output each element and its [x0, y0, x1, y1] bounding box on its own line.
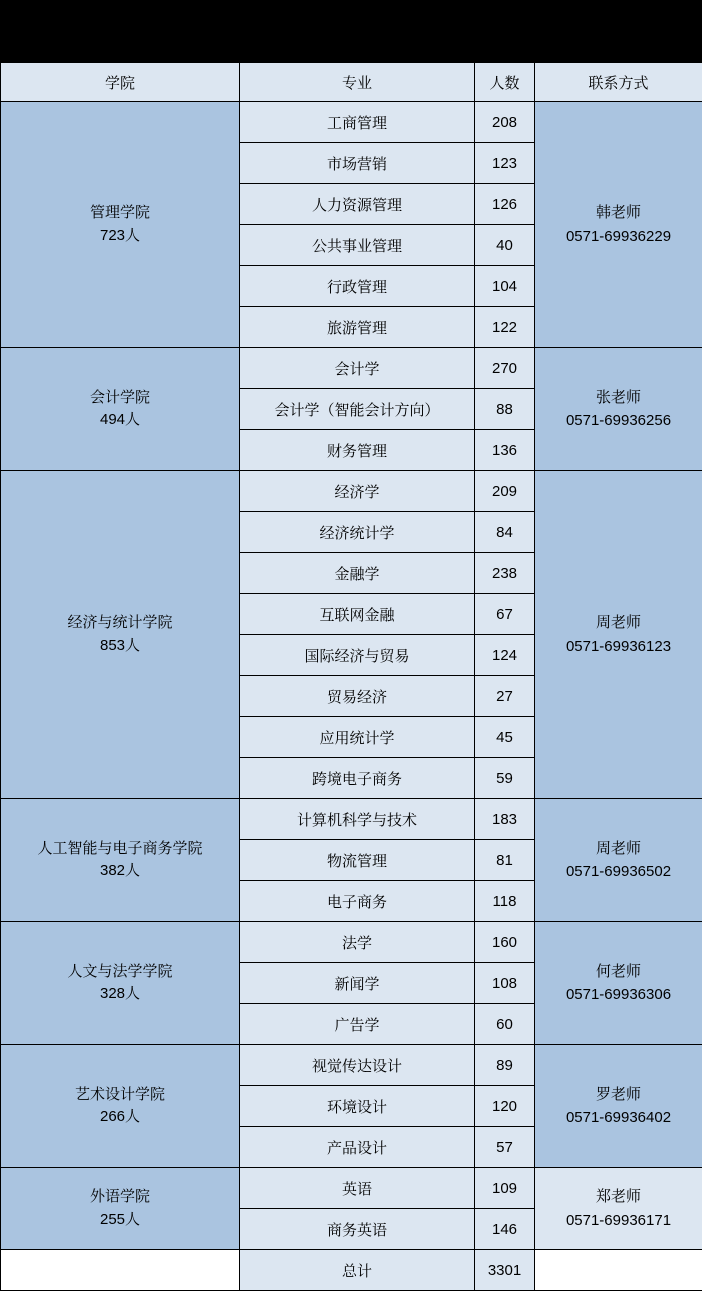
major-cell: 市场营销 — [240, 143, 475, 184]
college-name: 会计学院 — [1, 387, 239, 410]
contact-cell — [535, 1045, 702, 1168]
contact-phone: 0571-69936229 — [535, 225, 702, 248]
college-total-count: 328人 — [1, 983, 239, 1006]
count-cell: 40 — [475, 225, 535, 266]
count-cell: 146 — [475, 1209, 535, 1250]
major-cell: 公共事业管理 — [240, 225, 475, 266]
college-total-count: 255人 — [1, 1209, 239, 1232]
count-cell: 208 — [475, 102, 535, 143]
table-row — [1, 471, 702, 512]
college-name: 管理学院 — [1, 202, 239, 225]
major-cell: 视觉传达设计 — [240, 1045, 475, 1086]
count-cell: 270 — [475, 348, 535, 389]
count-cell: 88 — [475, 389, 535, 430]
count-cell: 183 — [475, 799, 535, 840]
major-cell: 应用统计学 — [240, 717, 475, 758]
count-cell: 104 — [475, 266, 535, 307]
contact-cell — [535, 471, 702, 799]
contact-phone: 0571-69936171 — [535, 1209, 702, 1232]
total-row-blank-left — [1, 1250, 240, 1291]
count-cell: 118 — [475, 881, 535, 922]
header-contact: 联系方式 — [535, 63, 702, 102]
table-header — [1, 63, 702, 102]
total-count: 3301 — [475, 1250, 535, 1291]
contact-cell — [535, 922, 702, 1045]
college-cell — [1, 348, 240, 471]
college-cell — [1, 102, 240, 348]
contact-name: 何老师 — [535, 960, 702, 983]
count-cell: 124 — [475, 635, 535, 676]
college-cell — [1, 922, 240, 1045]
table-header-row — [1, 63, 702, 102]
header-college: 学院 — [1, 63, 240, 102]
table-row — [1, 102, 702, 143]
contact-name: 罗老师 — [535, 1083, 702, 1106]
contact-cell — [535, 799, 702, 922]
major-cell: 法学 — [240, 922, 475, 963]
college-cell — [1, 1168, 240, 1250]
major-cell: 跨境电子商务 — [240, 758, 475, 799]
major-cell: 计算机科学与技术 — [240, 799, 475, 840]
college-total-count: 853人 — [1, 635, 239, 658]
major-cell: 电子商务 — [240, 881, 475, 922]
major-cell: 环境设计 — [240, 1086, 475, 1127]
count-cell: 108 — [475, 963, 535, 1004]
count-cell: 59 — [475, 758, 535, 799]
count-cell: 209 — [475, 471, 535, 512]
contact-cell — [535, 1168, 702, 1250]
college-cell — [1, 799, 240, 922]
count-cell: 89 — [475, 1045, 535, 1086]
college-name: 人文与法学学院 — [1, 961, 239, 984]
contact-phone: 0571-69936123 — [535, 635, 702, 658]
college-total-count: 494人 — [1, 409, 239, 432]
contact-phone: 0571-69936256 — [535, 409, 702, 432]
major-cell: 贸易经济 — [240, 676, 475, 717]
contact-cell — [535, 348, 702, 471]
enrollment-table — [0, 62, 702, 1291]
contact-name: 张老师 — [535, 386, 702, 409]
college-cell — [1, 1045, 240, 1168]
count-cell: 123 — [475, 143, 535, 184]
total-row — [1, 1250, 702, 1291]
major-cell: 互联网金融 — [240, 594, 475, 635]
table-row — [1, 348, 702, 389]
major-cell: 经济统计学 — [240, 512, 475, 553]
count-cell: 57 — [475, 1127, 535, 1168]
major-cell: 会计学（智能会计方向） — [240, 389, 475, 430]
top-black-banner — [0, 0, 702, 62]
contact-phone: 0571-69936306 — [535, 983, 702, 1006]
major-cell: 产品设计 — [240, 1127, 475, 1168]
major-cell: 广告学 — [240, 1004, 475, 1045]
college-name: 人工智能与电子商务学院 — [1, 838, 239, 861]
contact-phone: 0571-69936502 — [535, 860, 702, 883]
major-cell: 经济学 — [240, 471, 475, 512]
count-cell: 109 — [475, 1168, 535, 1209]
major-cell: 英语 — [240, 1168, 475, 1209]
header-major: 专业 — [240, 63, 475, 102]
major-cell: 工商管理 — [240, 102, 475, 143]
table-body — [1, 102, 702, 1291]
major-cell: 行政管理 — [240, 266, 475, 307]
major-cell: 财务管理 — [240, 430, 475, 471]
college-total-count: 723人 — [1, 225, 239, 248]
count-cell: 84 — [475, 512, 535, 553]
table-row — [1, 799, 702, 840]
count-cell: 160 — [475, 922, 535, 963]
major-cell: 旅游管理 — [240, 307, 475, 348]
major-cell: 人力资源管理 — [240, 184, 475, 225]
major-cell: 新闻学 — [240, 963, 475, 1004]
header-count: 人数 — [475, 63, 535, 102]
college-total-count: 382人 — [1, 860, 239, 883]
contact-name: 郑老师 — [535, 1185, 702, 1208]
college-name: 外语学院 — [1, 1186, 239, 1209]
count-cell: 60 — [475, 1004, 535, 1045]
table-row — [1, 1168, 702, 1209]
college-name: 艺术设计学院 — [1, 1084, 239, 1107]
major-cell: 物流管理 — [240, 840, 475, 881]
contact-name: 周老师 — [535, 837, 702, 860]
major-cell: 国际经济与贸易 — [240, 635, 475, 676]
count-cell: 67 — [475, 594, 535, 635]
college-name: 经济与统计学院 — [1, 612, 239, 635]
major-cell: 会计学 — [240, 348, 475, 389]
contact-phone: 0571-69936402 — [535, 1106, 702, 1129]
table-row — [1, 1045, 702, 1086]
college-total-count: 266人 — [1, 1106, 239, 1129]
contact-name: 周老师 — [535, 611, 702, 634]
count-cell: 81 — [475, 840, 535, 881]
count-cell: 120 — [475, 1086, 535, 1127]
total-label: 总计 — [240, 1250, 475, 1291]
total-row-blank-right — [535, 1250, 702, 1291]
count-cell: 122 — [475, 307, 535, 348]
table-row — [1, 922, 702, 963]
contact-name: 韩老师 — [535, 201, 702, 224]
college-cell — [1, 471, 240, 799]
major-cell: 商务英语 — [240, 1209, 475, 1250]
count-cell: 126 — [475, 184, 535, 225]
count-cell: 45 — [475, 717, 535, 758]
contact-cell — [535, 102, 702, 348]
count-cell: 27 — [475, 676, 535, 717]
major-cell: 金融学 — [240, 553, 475, 594]
count-cell: 136 — [475, 430, 535, 471]
count-cell: 238 — [475, 553, 535, 594]
